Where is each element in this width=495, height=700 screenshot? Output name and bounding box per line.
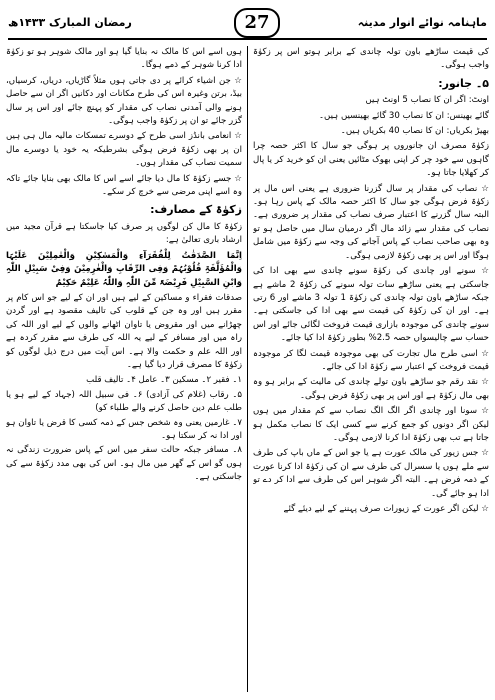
paragraph: ہوں اسے اس کا مالک نہ بنایا گیا ہو اور مالک شوہر ہو تو زکوٰۃ ادا کرنا شوہر کے ذمے ہوگا۔ (6, 47, 242, 71)
paragraph: ☆ سونے اور چاندی کی زکوٰۃ سونے چاندی سے بھی ادا کی جاسکتی ہے یعنی ساڑھے سات تولہ سونے کی زکوٰۃ 2 ماشے ہے جبکہ ساڑھے باون تولہ چاندی کی زکوٰۃ 1 تولہ 3 ماشے اور 6 رتی ہے۔ اور ان کی زکوٰۃ کی قیمت سے بھی ادا کی جاسکتی ہے۔ سونے چاندی کی موجودہ بازاری قیمت فروخت لگائی جائے اور اس حساب سے چالیسواں حصہ 2.5% بطور زکوٰۃ ادا کیا جائے۔ (253, 266, 489, 344)
list-item: ۷۔ غارمین یعنی وہ شخص جس کے ذمہ کسی کا قرض یا تاوان ہو اور ادا نہ کر سکتا ہو۔ (6, 417, 242, 441)
column-divider (247, 46, 248, 692)
paragraph: ☆ جسے زکوٰۃ کا مال دیا جائے اسے اس کا مالک بھی بنایا جائے تاکہ وہ اسے اپنی مرضی سے خرچ کر سکے۔ (6, 173, 242, 198)
list-item: ۱۔ فقیر ۲۔ مسکین ۳۔ عامل ۴۔ تالیف قلب (86, 375, 242, 386)
section-heading-zakat-recipients: زکوٰۃ کے مصارف: (150, 203, 242, 217)
header-rule (8, 38, 487, 40)
section-heading-animals: ۵۔ جانور: (438, 76, 489, 90)
quran-verse: اِنَّمَا الصَّدَقٰتُ لِلْفُقَرَآءِ وَالْمَسٰکِیْنِ وَالْعٰمِلِیْنَ عَلَیْہَا وَالْمُؤَلَّفَۃِ قُلُوْبُہُمْ وَفِی الرِّقَابِ وَالْغٰرِمِیْنَ وَفِیْ سَبِیْلِ اللّٰہِ وَابْنِ السَّبِیْلِ فَرِیْضَۃً مِّنَ اللّٰہِ وَاللّٰہُ عَلِیْمٌ حَکِیْمٌ (6, 250, 242, 288)
paragraph: بھیڑ بکریاں: ان کا نصاب 40 بکریاں ہیں۔ (340, 126, 489, 137)
list-item: ۸۔ مسافر جبکہ حالت سفر میں اس کے پاس ضرورت زندگی نہ ہوں گو اس کے گھر میں مال ہو۔ اس کی بھی مدد زکوٰۃ سے کی جاسکتی ہے۔ (6, 445, 242, 483)
paragraph: گائے بھینس: ان کا نصاب 30 گائے بھینسیں ہیں۔ (319, 110, 489, 121)
right-column (253, 46, 489, 692)
paragraph: ☆ سونا اور چاندی اگر الگ الگ نصاب سے کم مقدار میں ہوں لیکن اگر دونوں کو جمع کرنے سے کسی ایک کا نصاب مکمل ہو جاتا ہے تب بھی زکوٰۃ ادا کرنا لازمی ہوگی۔ (253, 406, 489, 443)
paragraph: ☆ اسی طرح مال تجارت کی بھی موجودہ قیمت لگا کر موجودہ قیمت فروخت کے اعتبار سے زکوٰۃ ادا کی جائے۔ (253, 348, 489, 372)
left-column (6, 46, 242, 692)
page-header (8, 8, 487, 40)
paragraph: ☆ جس زیور کی مالک عورت ہے یا جو اس کے ماں باپ کی طرف سے ملے ہوں یا سسرال کی طرف سے ان کی زکوٰۃ ادا کرنا عورت کے ذمہ فرض ہے۔ البتہ اگر شوہر اس کی طرف سے ادا کر دے تو ادا ہو جائے گی۔ (253, 448, 489, 499)
paragraph: ☆ نصاب کی مقدار پر سال گزرنا ضروری ہے یعنی اس مال پر زکوٰۃ فرض ہوگی جو سال کا اکثر حصہ مالک کے پاس رہا ہو۔ البتہ سال گزرنے کا اعتبار صرف نصاب کی مقدار پر ضروری ہے۔ نصاب کی مقدار سے زائد مال اگر درمیان سال میں حاصل ہو تو وہ بھی صاحب نصاب کے پاس آجانے کی وجہ سے زکوٰۃ میں شامل ہوگا اور اس پر بھی زکوٰۃ لازمی ہوگی۔ (253, 183, 489, 261)
paragraph: ☆ نقد رقم جو ساڑھے باون تولے چاندی کی مالیت کے برابر ہو وہ بھی مال زکوٰۃ ہے اور اس پر بھی زکوٰۃ فرض ہوگی۔ (253, 377, 489, 401)
paragraph: زکوٰۃ کا مال کن لوگوں پر صرف کیا جاسکتا ہے قرآن مجید میں ارشاد باری تعالیٰ ہے: (6, 221, 242, 246)
issue-date: رمضان المبارک ۱۴۳۳ھ (8, 16, 132, 29)
paragraph: ☆ انعامی بانڈز اسی طرح کے دوسرے تمسکات مالیہ مال ہی ہیں ان پر بھی زکوٰۃ فرض ہوگی بشرطیکہ یہ خود یا دوسرے مال سمیت نصاب کی مقدار ہوں۔ (6, 131, 242, 169)
paragraph: صدقات فقراء و مساکین کے لیے ہیں اور ان کے لیے جو اس کام پر مقرر ہیں اور وہ جن کے قلوب کی تالیف مقصود ہے اور گردن چھڑانے میں اور مقروض یا تاوان اٹھانے والوں کے لیے اور اللہ کی راہ میں اور مسافر کے لیے یہ اللہ کی طرف سے مقرر کردہ ہے اور اللہ علم و حکمت والا ہے۔ اس آیت میں درج ذیل لوگوں کو زکوٰۃ کا مصرف قرار دیا گیا ہے۔ (6, 292, 242, 370)
page-number: 27 (234, 8, 280, 38)
list-item: ۵۔ رقاب (غلام کی آزادی) ۶۔ فی سبیل اللہ (جہاد کے لیے ہو یا طلب علم دین حاصل کرنے والے طلباء کو) (6, 389, 242, 414)
paragraph: ☆ لیکن اگر عورت کے زیورات صرف پہننے کے لیے دیئے گئے (283, 504, 489, 514)
paragraph: ☆ جن اشیاء کرائے پر دی جاتی ہوں مثلاً گاڑیاں، دریاں، کرسیاں، بیڈ، برتن وغیرہ اس کی طرح مکانات اور دکانیں اگر ان سے حاصل ہونے والی آمدنی نصاب کی مقدار کو پہنچ جائے اور اس پر سال گزر جائے تو ان پر زکوٰۃ واجب ہوگی۔ (6, 75, 242, 127)
paragraph: زکوٰۃ مصرف ان جانوروں پر ہوگی جو سال کا اکثر حصہ چرا گاہوں سے خود چر کر اپنی بھوک مٹائیں یعنی ان کو خرید کر یا پال کر کھلایا جاتا ہو۔ (253, 141, 489, 179)
magazine-title: ماہنامہ نوائے انوار مدینہ (357, 16, 487, 29)
recipients-list (6, 374, 242, 484)
paragraph: کی قیمت ساڑھے باون تولہ چاندی کے برابر ہوتو اس پر زکوٰۃ واجب ہوگی۔ (253, 47, 489, 71)
paragraph: اونٹ: اگر ان کا نصاب 5 اونٹ ہیں (365, 95, 489, 106)
